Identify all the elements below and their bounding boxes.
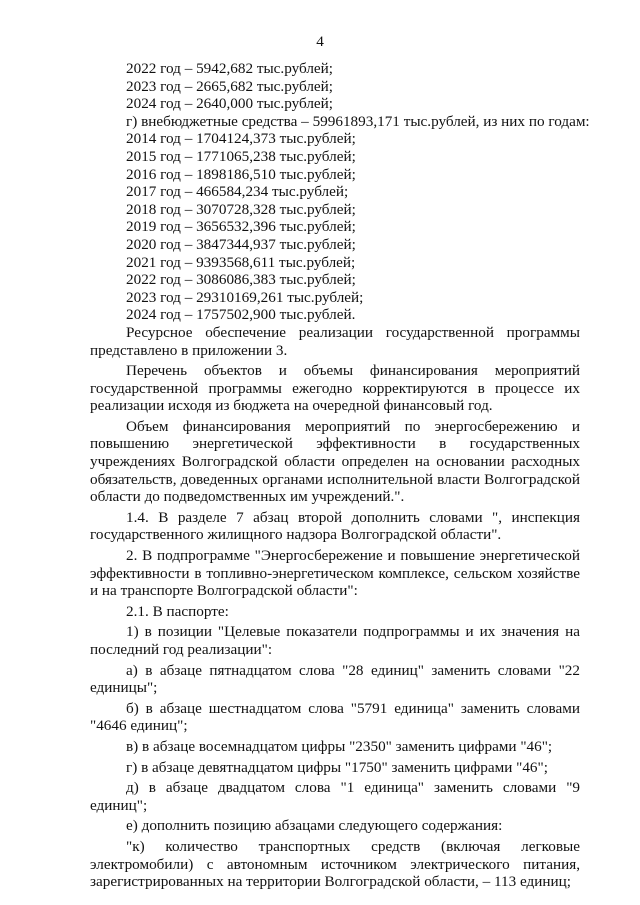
- paragraph: в) в абзаце восемнадцатом цифры "2350" заменить цифрами "46";: [126, 737, 553, 755]
- page-number: 4: [316, 33, 324, 50]
- funding-line: 2014 год – 1704124,373 тыс.рублей;: [126, 130, 356, 148]
- funding-line: 2021 год – 9393568,611 тыс.рублей;: [126, 253, 356, 271]
- paragraph: е) дополнить позицию абзацами следующего содержания:: [126, 817, 503, 835]
- funding-line: 2016 год – 1898186,510 тыс.рублей;: [126, 165, 356, 183]
- funding-line: 2024 год – 1757502,900 тыс.рублей.: [126, 306, 356, 324]
- funding-line: 2018 год – 3070728,328 тыс.рублей;: [126, 200, 356, 218]
- funding-line: 2019 год – 3656532,396 тыс.рублей;: [126, 218, 356, 236]
- funding-line: 2022 год – 5942,682 тыс.рублей;: [126, 60, 334, 77]
- paragraph: "к) количество транспортных средств (включая легковые электромобили) с автономным источником электрического питания, зарегистрированных на территории Волгоградской области, – 113 единиц;: [90, 837, 580, 891]
- paragraph: Ресурсное обеспечение реализации государственной программы представлено в приложении 3.: [90, 323, 580, 359]
- paragraph: г) в абзаце девятнадцатом цифры "1750" заменить цифрами "46";: [126, 758, 548, 776]
- funding-line: г) внебюджетные средства – 59961893,171 тыс.рублей, из них по годам:: [126, 112, 590, 130]
- paragraph: Перечень объектов и объемы финансирования мероприятий государственной программы ежегодно корректируются в процессе их реализации исходя из бюджета на очередной финансовый год.: [90, 362, 580, 415]
- funding-line: 2023 год – 2665,682 тыс.рублей;: [126, 77, 334, 95]
- funding-line: 2024 год – 2640,000 тыс.рублей;: [126, 95, 334, 113]
- funding-line: 2022 год – 3086086,383 тыс.рублей;: [126, 271, 356, 289]
- document-body: [90, 60, 590, 891]
- paragraph: Объем финансирования мероприятий по энергосбережению и повышению энергетической эффективности в государственных учреждениях Волгоградской области определен на основании расходных обязательств, доведенных органами исполнительной власти Волгоградской области до подведомственных им учреждений.".: [90, 417, 580, 506]
- paragraph: 1) в позиции "Целевые показатели подпрограммы и их значения на последний год реализации":: [90, 623, 580, 658]
- paragraph: 2. В подпрограмме "Энергосбережение и повышение энергетической эффективности в топливно-энергетическом комплексе, сельском хозяйстве и на транспорте Волгоградской области":: [90, 547, 580, 600]
- paragraph: д) в абзаце двадцатом слова "1 единица" заменить словами "9 единиц";: [90, 779, 580, 814]
- funding-line: 2015 год – 1771065,238 тыс.рублей;: [126, 147, 356, 165]
- funding-line: 2020 год – 3847344,937 тыс.рублей;: [126, 235, 356, 253]
- paragraph: б) в абзаце шестнадцатом слова "5791 единица" заменить словами "4646 единиц";: [90, 699, 580, 735]
- paragraph: а) в абзаце пятнадцатом слова "28 единиц" заменить словами "22 единицы";: [90, 661, 580, 697]
- paragraph: 2.1. В паспорте:: [126, 602, 229, 620]
- paragraph: 1.4. В разделе 7 абзац второй дополнить словами ", инспекция государственного жилищного надзора Волгоградской области".: [90, 508, 580, 544]
- funding-line: 2017 год – 466584,234 тыс.рублей;: [126, 183, 349, 201]
- funding-line: 2023 год – 29310169,261 тыс.рублей;: [126, 288, 364, 306]
